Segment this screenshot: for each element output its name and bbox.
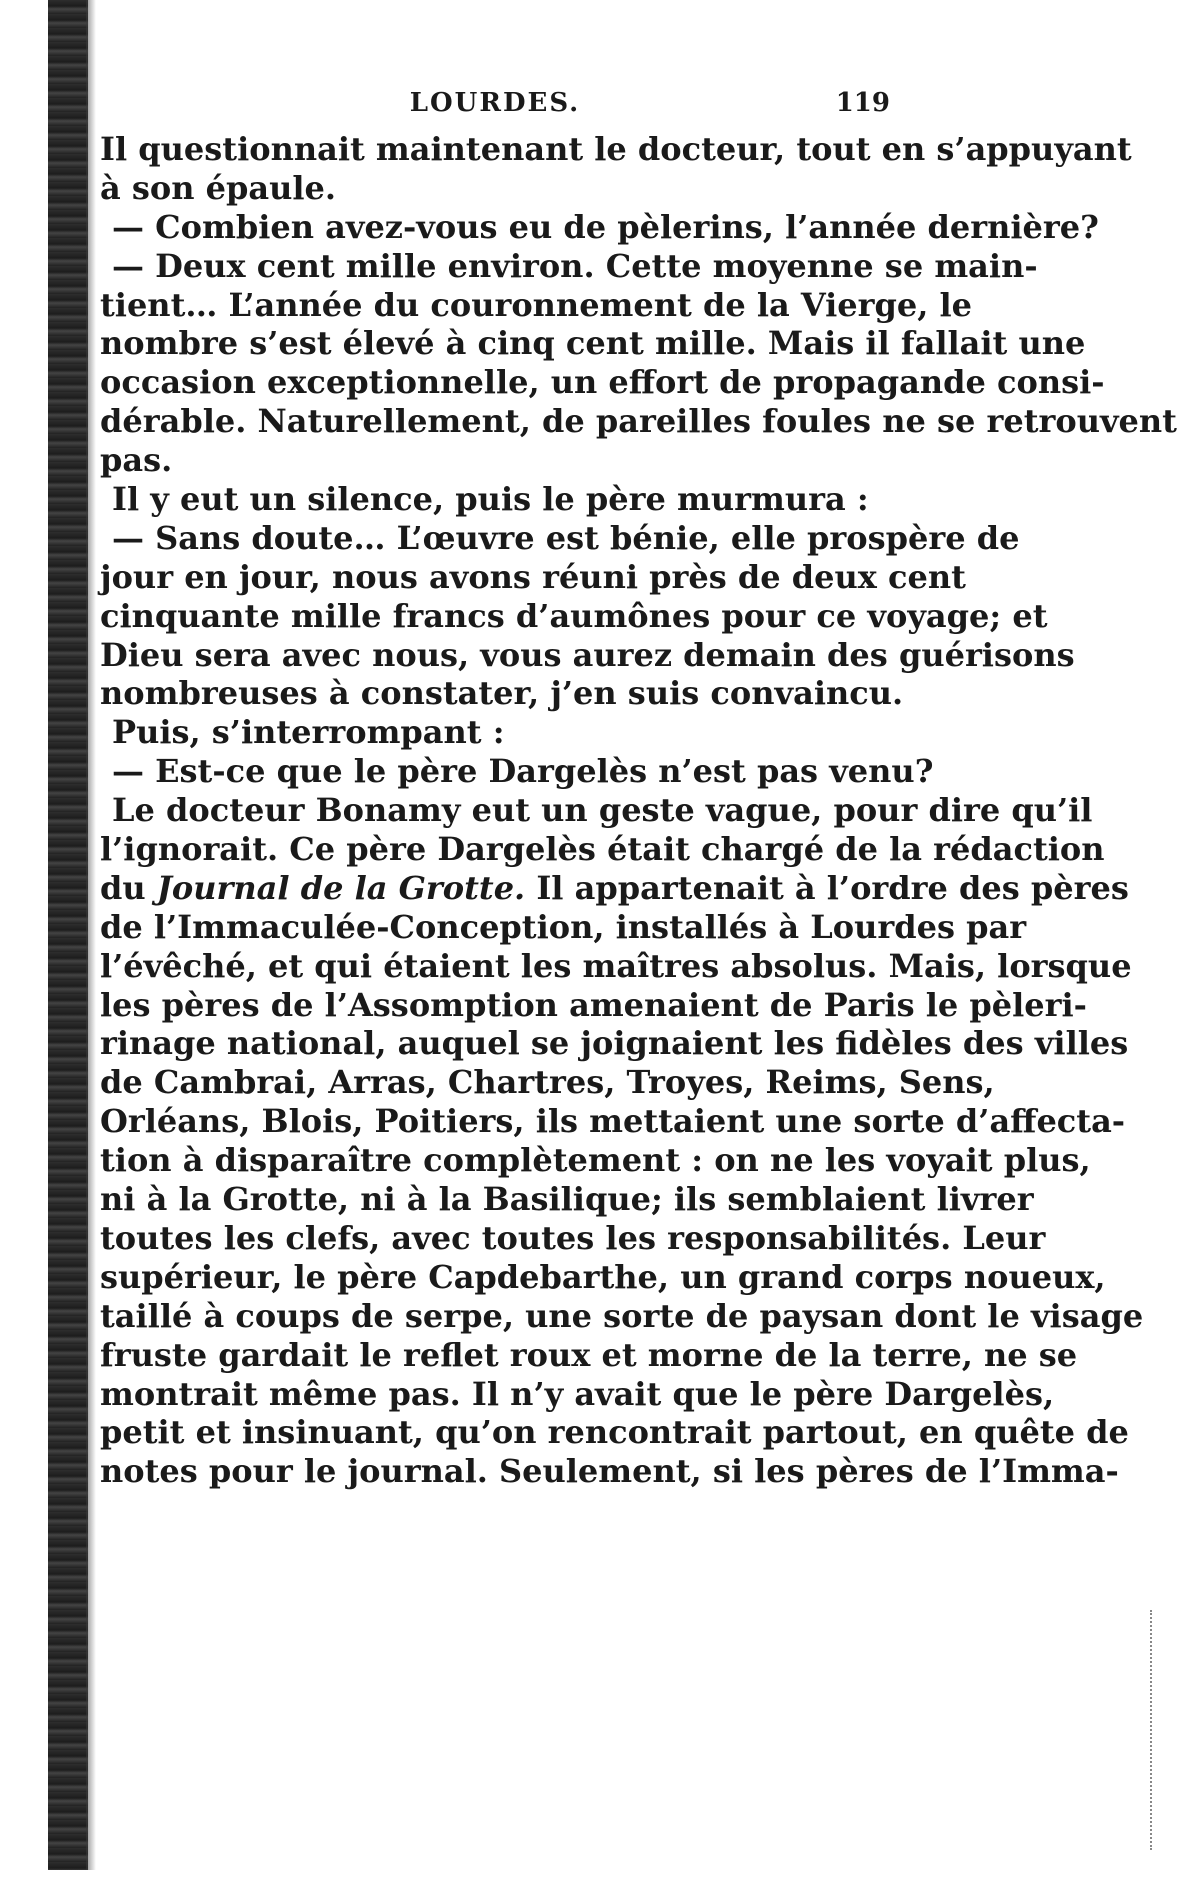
- text-fragment: Il appartenait à l’ordre des pères: [536, 868, 1129, 907]
- text-line: pas.: [100, 441, 173, 480]
- text-line: tient… L’année du couronnement de la Vierge, le: [100, 285, 973, 324]
- text-line: notes pour le journal. Seulement, si les pères de l’Imma-: [100, 1452, 1119, 1491]
- text-line: ni à la Grotte, ni à la Basilique; ils semblaient livrer: [100, 1180, 1034, 1219]
- text-line: Il y eut un silence, puis le père murmura :: [112, 480, 869, 519]
- text-line: petit et insinuant, qu’on rencontrait partout, en quête de: [100, 1413, 1129, 1452]
- text-line: jour en jour, nous avons réuni près de deux cent: [100, 557, 966, 596]
- running-header: [100, 88, 890, 124]
- text-line: nombreuses à constater, j’en suis convaincu.: [100, 674, 904, 713]
- text-line: l’évêché, et qui étaient les maîtres absolus. Mais, lorsque: [100, 946, 1132, 985]
- text-line: Dieu sera avec nous, vous aurez demain des guérisons: [100, 635, 1075, 674]
- text-line: toutes les clefs, avec toutes les responsabilités. Leur: [100, 1218, 1046, 1257]
- text-line: Le docteur Bonamy eut un geste vague, pour dire qu’il: [112, 791, 1093, 830]
- text-line: Puis, s’interrompant :: [112, 713, 505, 752]
- text-line: les pères de l’Assomption amenaient de Paris le pèleri-: [100, 985, 1087, 1024]
- text-line: occasion exceptionnelle, un effort de propagande consi-: [100, 363, 1105, 402]
- page-number: 119: [835, 88, 890, 118]
- text-line: — Sans doute… L’œuvre est bénie, elle prospère de: [112, 518, 1020, 557]
- running-title: LOURDES.: [409, 88, 581, 118]
- text-line: taillé à coups de serpe, une sorte de paysan dont le visage: [100, 1296, 1144, 1335]
- text-line: — Combien avez-vous eu de pèlerins, l’année dernière?: [112, 207, 1099, 246]
- text-line: montrait même pas. Il n’y avait que le père Dargelès,: [100, 1374, 1055, 1413]
- text-line: cinquante mille francs d’aumônes pour ce voyage; et: [100, 596, 1048, 635]
- scan-gutter-edge: [86, 0, 96, 1870]
- text-line: Orléans, Blois, Poitiers, ils mettaient une sorte d’affecta-: [100, 1102, 1126, 1141]
- text-line: de Cambrai, Arras, Chartres, Troyes, Reims, Sens,: [100, 1063, 995, 1102]
- text-line-mixed: [100, 868, 1129, 908]
- text-fragment: du: [100, 868, 146, 907]
- text-line: à son épaule.: [100, 168, 337, 207]
- text-line: fruste gardait le reflet roux et morne de la terre, ne se: [100, 1335, 1078, 1374]
- body-text: [100, 130, 1177, 1491]
- scan-gutter-shadow: [48, 0, 88, 1870]
- text-line: dérable. Naturellement, de pareilles foules ne se retrouvent: [100, 402, 1177, 441]
- text-line: l’ignorait. Ce père Dargelès était chargé de la rédaction: [100, 830, 1105, 869]
- journal-title: Journal de la Grotte.: [156, 868, 526, 907]
- text-line: — Est-ce que le père Dargelès n’est pas venu?: [112, 752, 934, 791]
- text-line: Il questionnait maintenant le docteur, tout en s’appuyant: [100, 130, 1132, 168]
- text-line: — Deux cent mille environ. Cette moyenne se main-: [112, 246, 1038, 285]
- text-line: tion à disparaître complètement : on ne les voyait plus,: [100, 1141, 1091, 1180]
- text-line: de l’Immaculée-Conception, installés à Lourdes par: [100, 907, 1027, 946]
- text-line: nombre s’est élevé à cinq cent mille. Mais il fallait une: [100, 324, 1086, 363]
- scan-edge-marks: [1150, 1610, 1160, 1850]
- text-line: supérieur, le père Capdebarthe, un grand corps noueux,: [100, 1257, 1106, 1296]
- text-line: rinage national, auquel se joignaient les fidèles des villes: [100, 1024, 1129, 1063]
